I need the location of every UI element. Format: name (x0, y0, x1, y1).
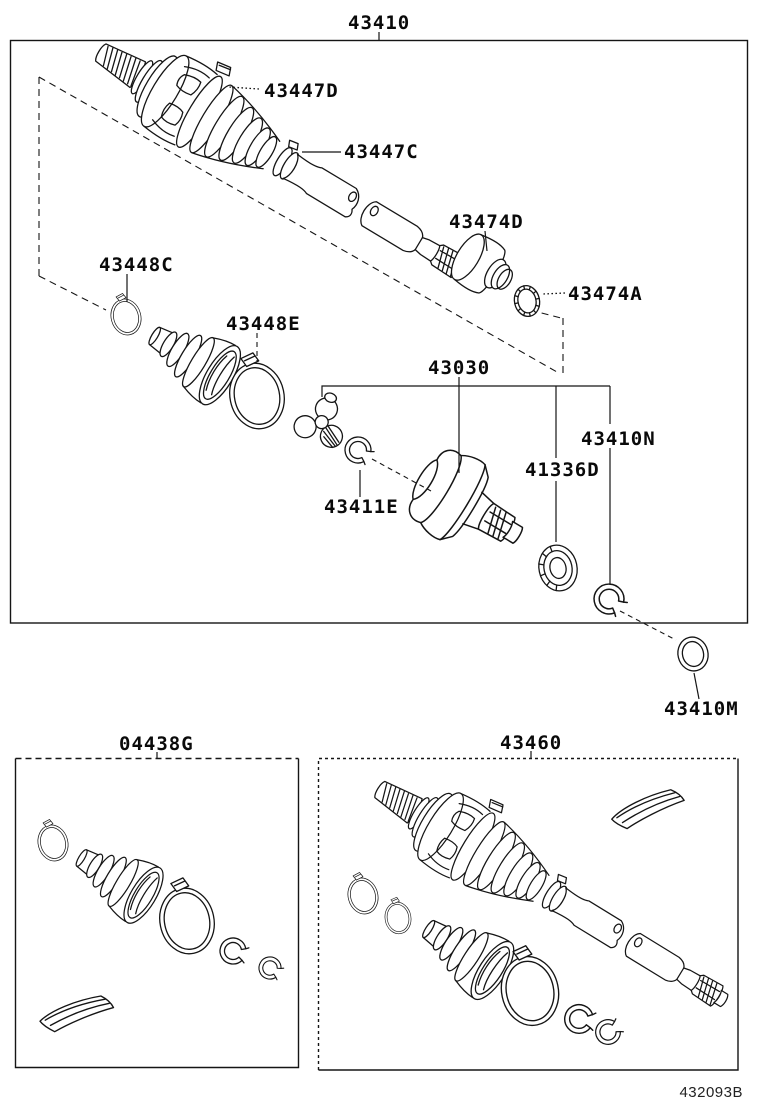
boot-clamp-small-part (106, 290, 146, 338)
callout-outer-boot-clamp-small[interactable]: 43447C (344, 141, 419, 163)
callout-boot-clamp-large[interactable]: 43448E (226, 313, 301, 335)
figure-code: 432093B (679, 1084, 743, 1101)
callout-dust-deflector[interactable]: 43410M (664, 698, 739, 720)
inboard-joint-part (397, 438, 542, 574)
callout-bearing-snap-ring[interactable]: 43474A (568, 283, 643, 305)
callout-boot-kit[interactable]: 04438G (119, 733, 194, 755)
callout-spider-snap-ring[interactable]: 43411E (324, 496, 399, 518)
callout-inboard-joint[interactable]: 43030 (428, 357, 491, 379)
callout-center-bearing[interactable]: 43474D (449, 211, 524, 233)
callout-shaft-kit[interactable]: 43460 (500, 732, 563, 754)
callout-boot-clamp-small[interactable]: 43448C (99, 254, 174, 276)
bearing-snap-ring-part (512, 283, 543, 319)
callout-outer-boot-clamp[interactable]: 43447D (264, 80, 339, 102)
shaft-snap-ring-part (588, 578, 631, 621)
spider-snap-ring-part (340, 432, 377, 469)
boot-kit-contents (33, 816, 286, 1031)
center-bearing-part (444, 228, 524, 306)
callout-drive-shaft-assembly[interactable]: 43410 (348, 12, 411, 34)
callout-shaft-snap-ring[interactable]: 43410N (581, 428, 656, 450)
callout-oil-seal[interactable]: 41336D (525, 459, 600, 481)
shaft-kit-contents (343, 745, 753, 1049)
oil-seal-part (535, 542, 582, 595)
dust-deflector-part (674, 634, 711, 674)
tripod-spider-part (291, 385, 356, 450)
